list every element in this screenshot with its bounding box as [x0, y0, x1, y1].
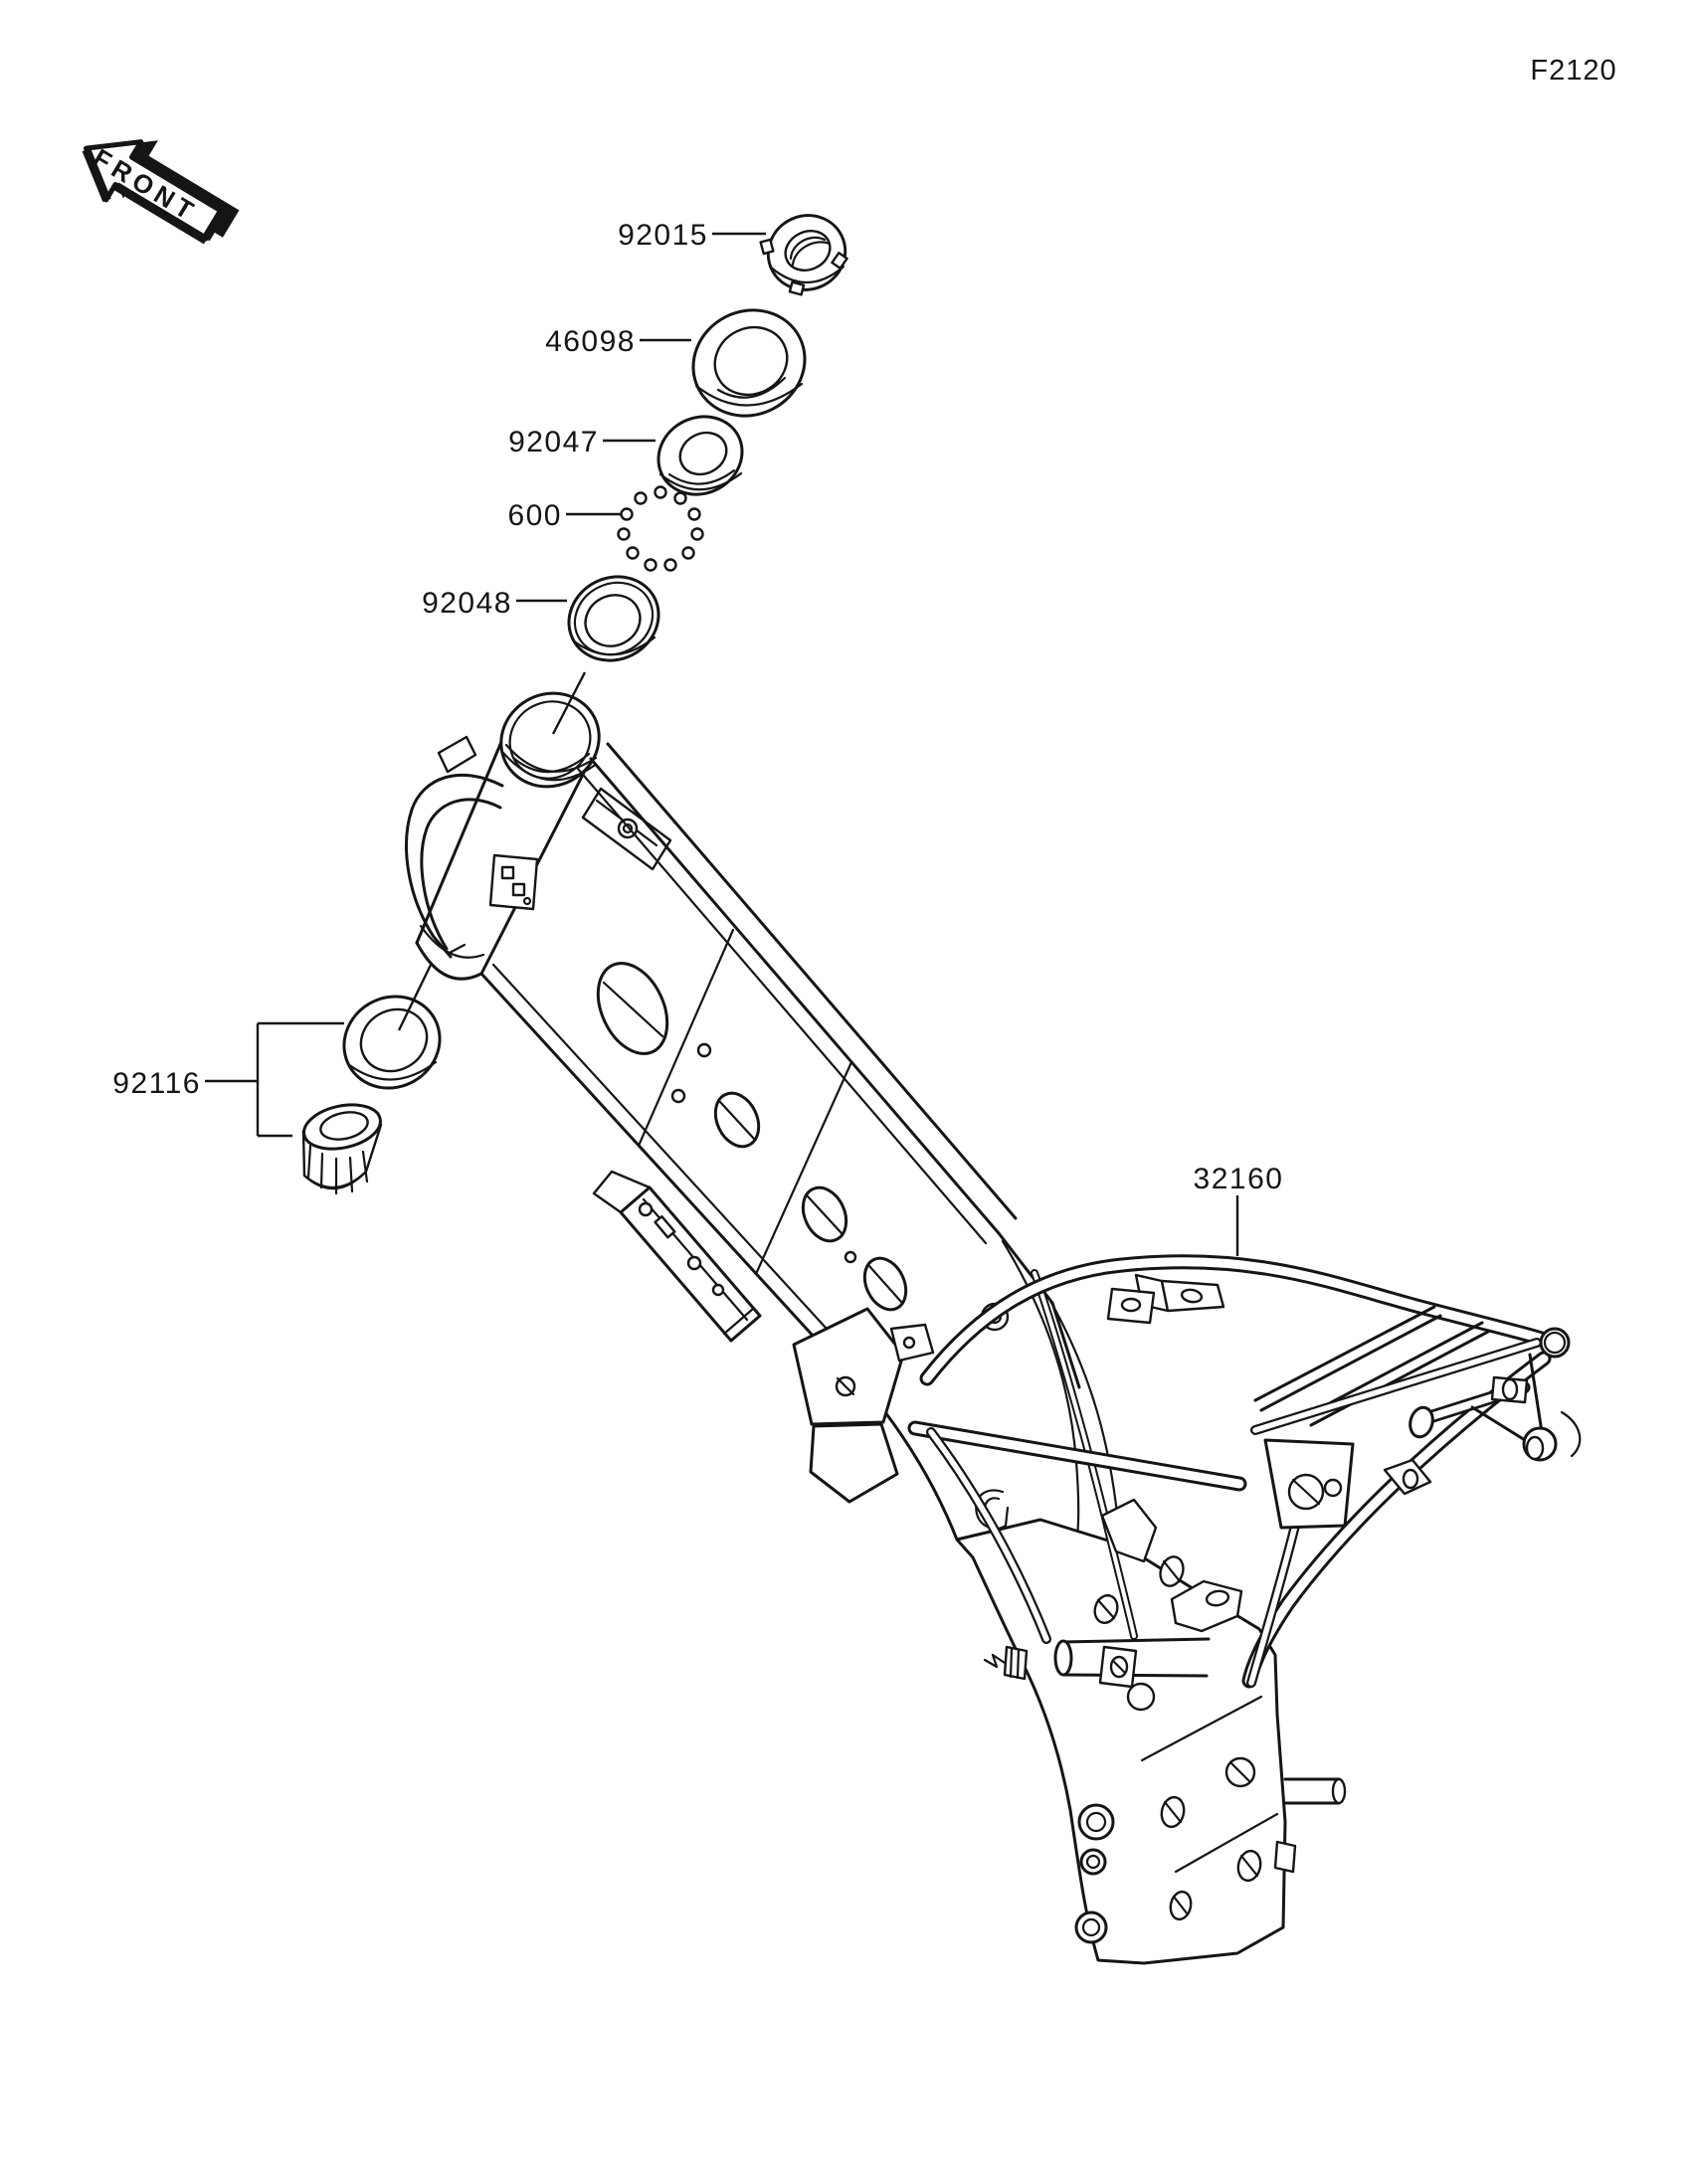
beam-side-rail [594, 1172, 760, 1341]
callout-label-92116: 92116 [112, 1067, 201, 1100]
beam-holes [585, 952, 914, 1316]
callout-92047 [508, 426, 656, 458]
part-seal-ring [327, 980, 457, 1106]
part-taper-bearing [299, 1098, 384, 1193]
callout-label-92047: 92047 [508, 426, 599, 458]
front-arrow [69, 110, 249, 261]
callout-label-32160: 32160 [1193, 1163, 1284, 1195]
part-steel-balls [619, 487, 703, 571]
callout-46098 [545, 325, 691, 358]
callout-label-92015: 92015 [618, 219, 708, 252]
wire-clip-bracket [490, 855, 537, 909]
figure-code: F2120 [1530, 55, 1617, 87]
callout-92015 [618, 219, 766, 252]
part-bearing-cap [675, 291, 824, 435]
bottom-bracket [957, 1520, 1345, 1963]
part-steering-stem-locknut [756, 203, 857, 302]
callout-32160 [1194, 1163, 1284, 1256]
callout-600 [507, 499, 621, 532]
frame-drawing [407, 676, 1581, 1963]
part-lower-race [554, 562, 672, 676]
callout-label-46098: 46098 [545, 325, 636, 358]
head-tube [417, 676, 615, 979]
callout-92048 [422, 587, 567, 620]
front-arrow-label: FRONT [88, 142, 204, 229]
callout-label-600: 600 [507, 499, 562, 532]
callout-label-92048: 92048 [422, 587, 512, 620]
main-beam [481, 744, 1120, 1551]
